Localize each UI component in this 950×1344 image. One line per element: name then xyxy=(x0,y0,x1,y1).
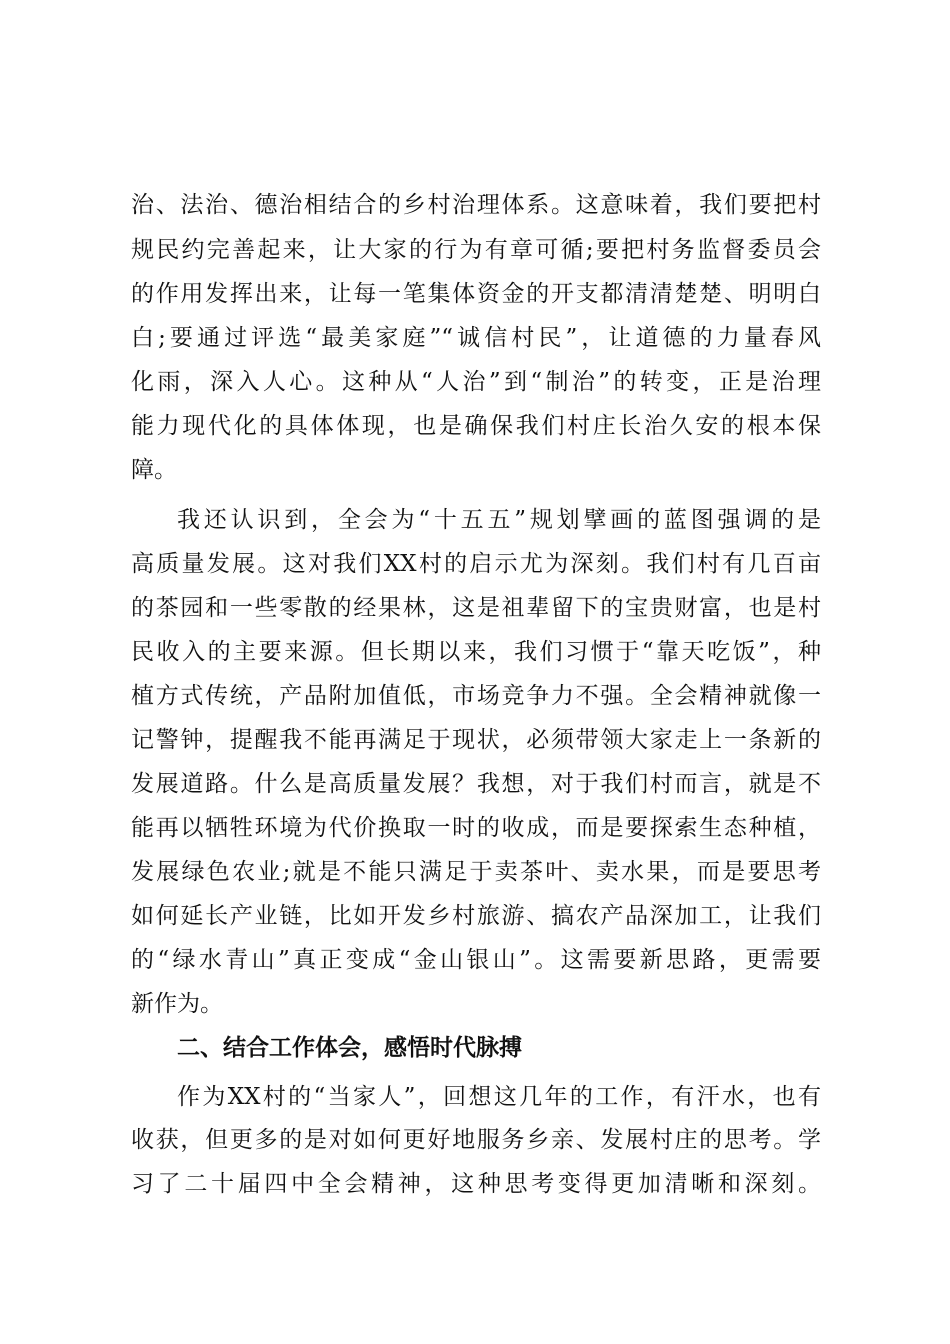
text-line: 能力现代化的具体体现，也是确保我们村庄长治久安的根本保 xyxy=(131,413,821,439)
text-line: 收获，但更多的是对如何更好地服务乡亲、发展村庄的思考。学 xyxy=(131,1127,821,1153)
text-line: 新作为。 xyxy=(131,991,223,1017)
text-line: 植方式传统，产品附加值低，市场竞争力不强。全会精神就像一 xyxy=(131,683,821,709)
text-line: 习了二十届四中全会精神，这种思考变得更加清晰和深刻。 xyxy=(131,1171,821,1197)
text-line: 的“绿水青山”真正变成“金山银山”。这需要新思路，更需要 xyxy=(131,947,821,973)
text-line: 记警钟，提醒我不能再满足于现状，必须带领大家走上一条新的 xyxy=(131,727,821,753)
text-line: 我还认识到，全会为“十五五”规划擘画的蓝图强调的是 xyxy=(177,507,821,533)
text-line: 发展道路。什么是高质量发展？我想，对于我们村而言，就是不 xyxy=(131,771,821,797)
text-line: 能再以牺牲环境为代价换取一时的收成，而是要探索生态种植， xyxy=(131,815,821,841)
text-line: 治、法治、德治相结合的乡村治理体系。这意味着，我们要把村 xyxy=(131,192,821,218)
text-line: 作为XX村的“当家人”，回想这几年的工作，有汗水，也有 xyxy=(177,1084,821,1110)
text-line: 化雨，深入人心。这种从“人治”到“制治”的转变，正是治理 xyxy=(131,369,821,395)
text-line: 白;要通过评选“最美家庭”“诚信村民”，让道德的力量春风 xyxy=(131,325,821,351)
text-line: 的作用发挥出来，让每一笔集体资金的开支都清清楚楚、明明白 xyxy=(131,281,821,307)
text-line: 障。 xyxy=(131,457,177,483)
text-line: 发展绿色农业;就是不能只满足于卖茶叶、卖水果，而是要思考 xyxy=(131,859,821,885)
text-line: 规民约完善起来，让大家的行为有章可循;要把村务监督委员会 xyxy=(131,237,821,263)
text-line: 民收入的主要来源。但长期以来，我们习惯于“靠天吃饭”，种 xyxy=(131,639,821,665)
text-line: 二、结合工作体会，感悟时代脉搏 xyxy=(177,1035,522,1061)
text-line: 的茶园和一些零散的经果林，这是祖辈留下的宝贵财富，也是村 xyxy=(131,595,821,621)
text-line: 高质量发展。这对我们XX村的启示尤为深刻。我们村有几百亩 xyxy=(131,551,821,577)
text-line: 如何延长产业链，比如开发乡村旅游、搞农产品深加工，让我们 xyxy=(131,903,821,929)
